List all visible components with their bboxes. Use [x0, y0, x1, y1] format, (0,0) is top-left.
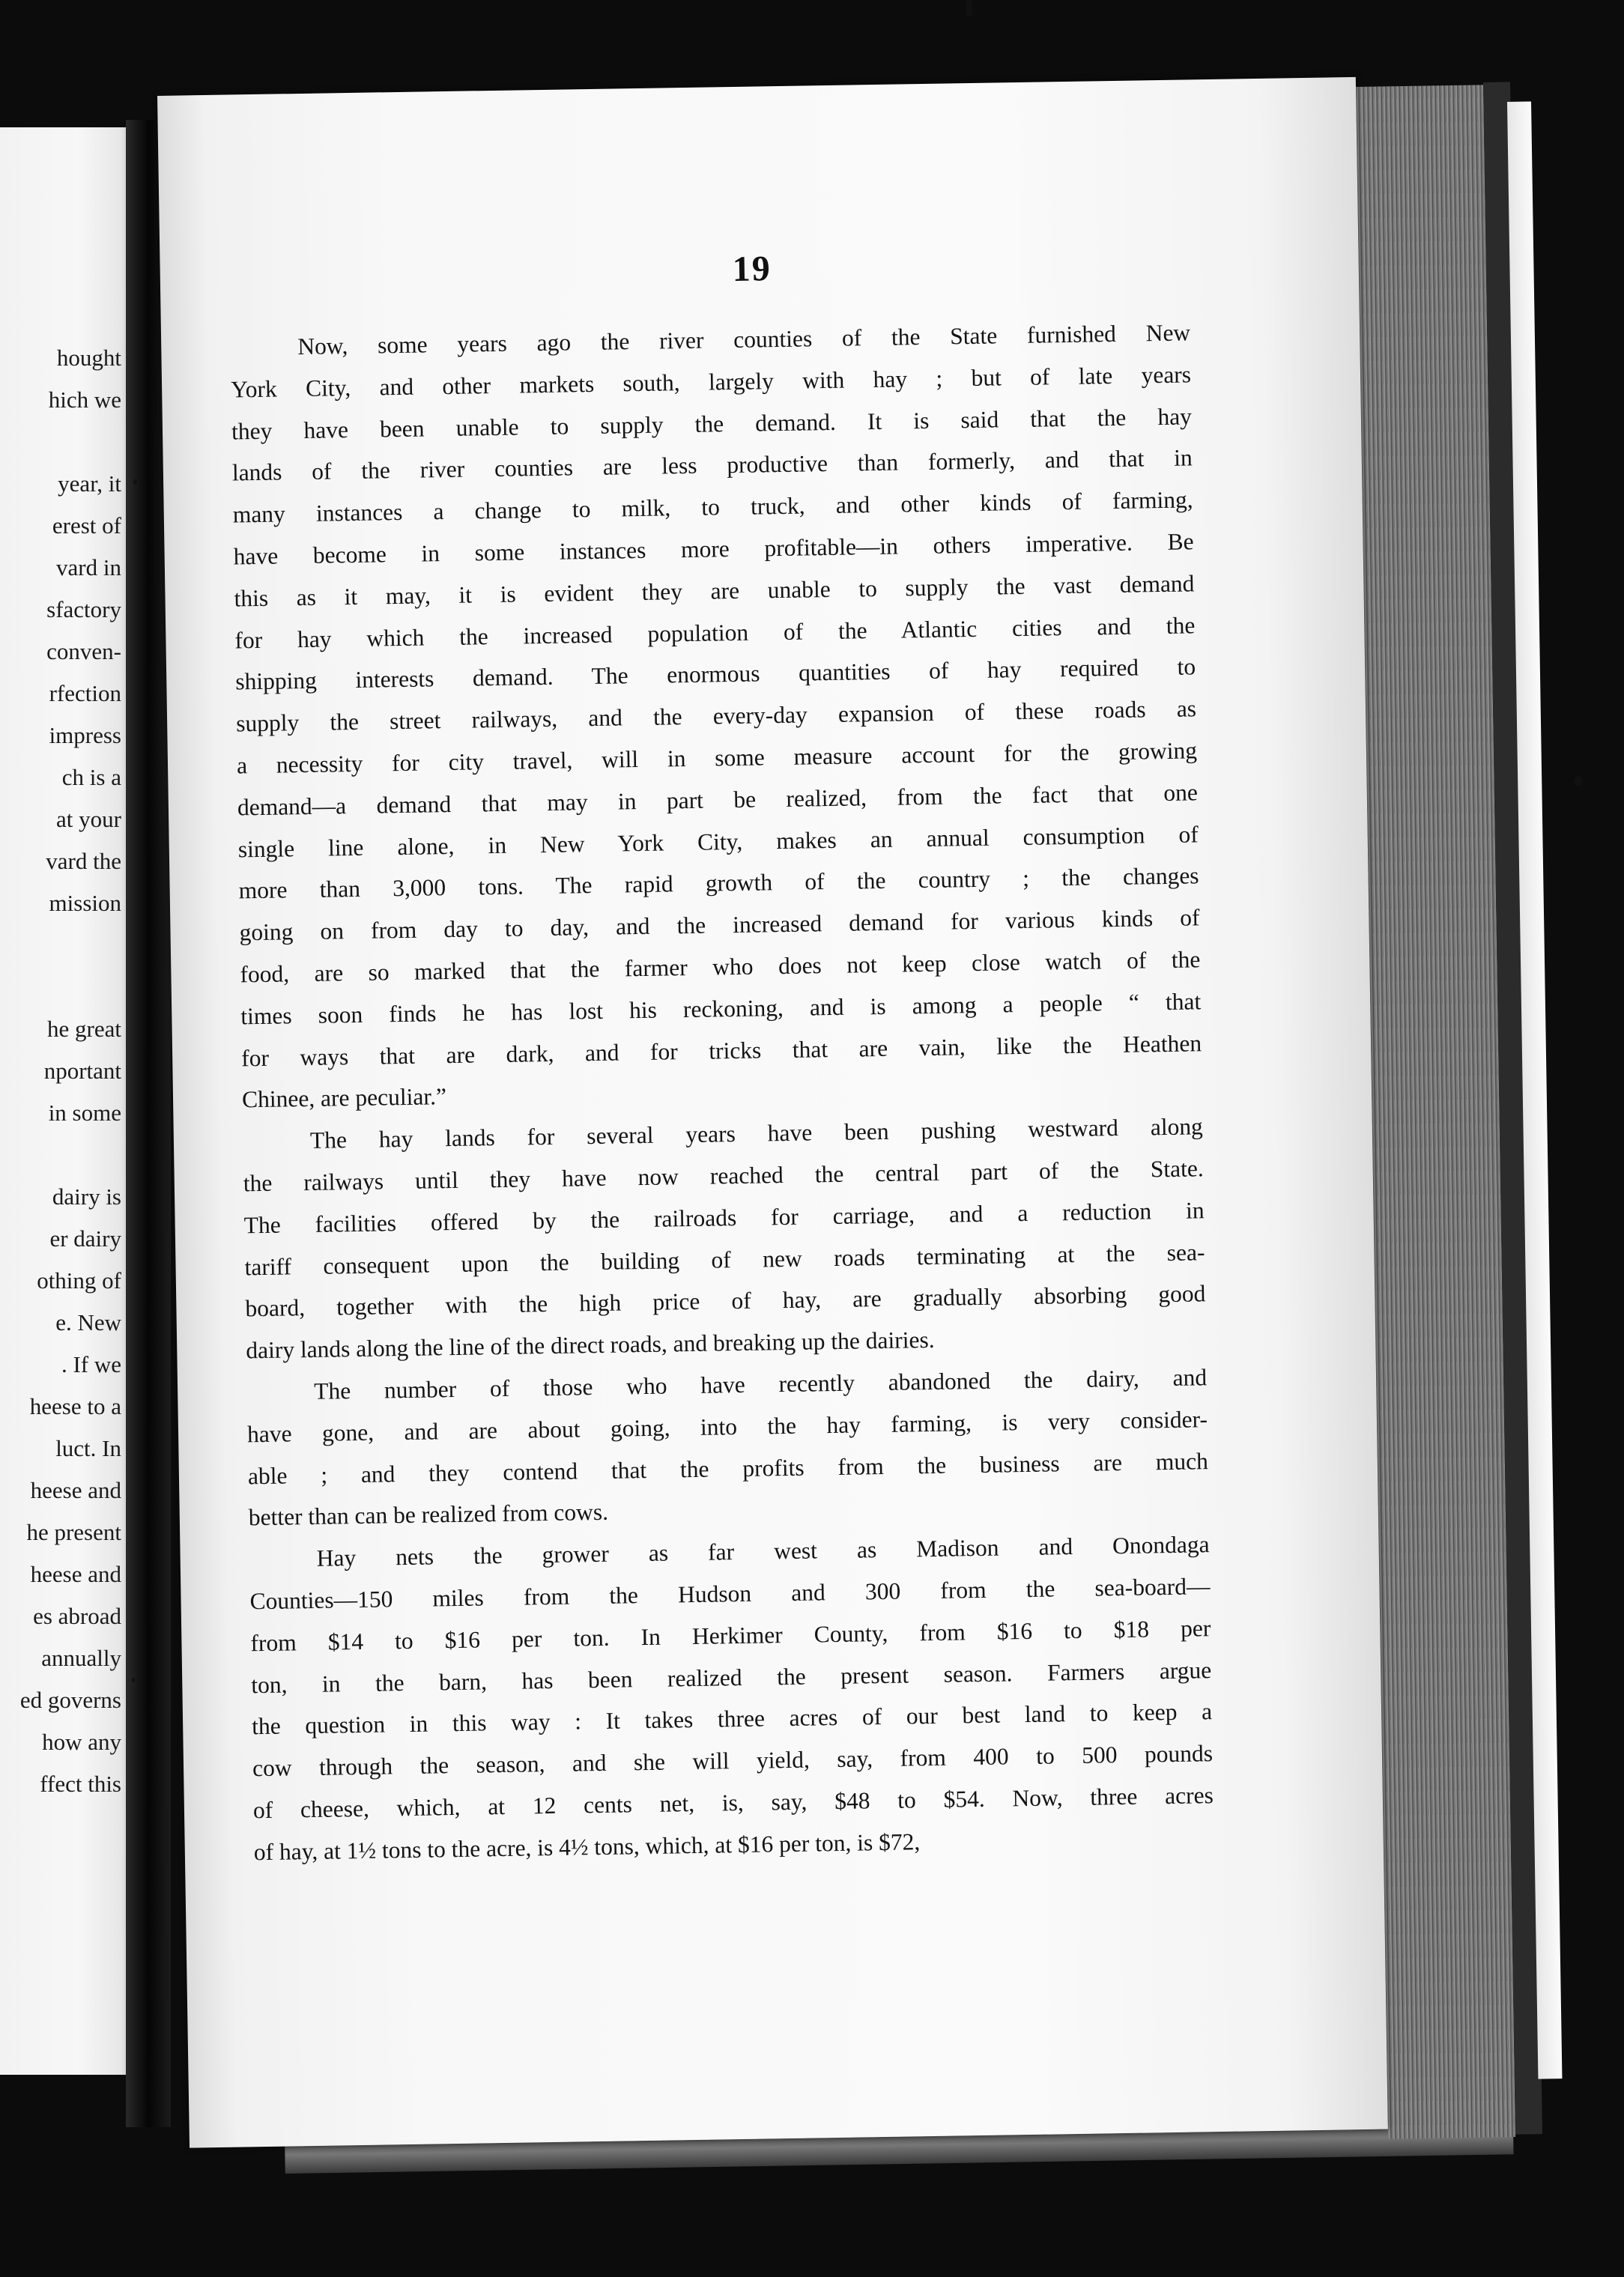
- text-line: cow through the season, and she will yield, say, from 400 to 500 pounds: [252, 1740, 1214, 1782]
- text-line: the railways until they have now reached the central part of the State.: [243, 1155, 1204, 1197]
- text-line: Hay nets the grower as far west as Madison and Onondaga: [316, 1531, 1210, 1572]
- paragraph: [249, 1523, 1214, 1873]
- left-page-fragment: sfactory: [46, 596, 121, 622]
- text-line: single line alone, in New York City, makes an annual consumption of: [237, 820, 1199, 862]
- left-page-fragment: hich we: [48, 386, 121, 413]
- scan-speck: [132, 1678, 135, 1682]
- text-line: ton, in the barn, has been realized the present season. Farmers argue: [251, 1656, 1212, 1698]
- left-page-fragment: er dairy: [49, 1225, 121, 1252]
- text-line: of hay, at 1½ tons to the acre, is 4½ tons, which, at $16 per ton, is $72,: [253, 1828, 921, 1865]
- left-page-fragment: erest of: [52, 512, 121, 539]
- text-line: many instances a change to milk, to truck, and other kinds of farming,: [232, 486, 1193, 528]
- text-line: shipping interests demand. The enormous quantities of hay required to: [235, 653, 1196, 695]
- left-page-fragment: dairy is: [52, 1183, 121, 1210]
- text-line: a necessity for city travel, will in some measure account for the growing: [236, 737, 1198, 779]
- text-line: have gone, and are about going, into the hay farming, is very consider-: [246, 1405, 1208, 1448]
- left-page-fragment: othing of: [37, 1267, 121, 1294]
- scan-speck: [966, 0, 972, 16]
- scan-speck: [1575, 776, 1582, 786]
- left-page-fragment: luct. In: [55, 1435, 121, 1461]
- text-line: for hay which the increased population of the Atlantic cities and the: [234, 611, 1196, 654]
- text-line: they have been unable to supply the demand. It is said that the hay: [231, 402, 1193, 445]
- text-line: the question in this way : It takes three acres of our best land to keep a: [251, 1698, 1213, 1740]
- text-line: times soon finds he has lost his reckoning, and is among a people “ that: [240, 988, 1202, 1030]
- left-page-fragment: ed governs: [19, 1687, 121, 1713]
- text-line: from $14 to $16 per ton. In Herkimer County, from $16 to $18 per: [250, 1614, 1211, 1657]
- text-line: The number of those who have recently abandoned the dairy, and: [313, 1364, 1208, 1404]
- left-page-fragment: es abroad: [33, 1603, 121, 1629]
- text-line: more than 3,000 tons. The rapid growth of the country ; the changes: [238, 862, 1199, 904]
- text-line: board, together with the high price of hay, are gradually absorbing good: [245, 1280, 1206, 1322]
- left-page-fragment: at your: [56, 806, 121, 832]
- text-line: lands of the river counties are less productive than formerly, and that in: [231, 444, 1193, 486]
- left-page-fragment: how any: [42, 1729, 121, 1755]
- left-page-text-fragments: [0, 337, 121, 1805]
- text-line: better than can be realized from cows.: [248, 1499, 609, 1531]
- left-page-fragment: [0, 421, 121, 463]
- left-page-fragment: annually: [41, 1645, 121, 1671]
- left-page-fragment: mission: [49, 890, 121, 916]
- left-facing-page: [0, 127, 132, 2075]
- left-page-fragment: ch is a: [61, 764, 121, 790]
- text-line: for ways that are dark, and for tricks that are vain, like the Heathen: [240, 1029, 1202, 1071]
- left-page-fragment: conven-: [46, 638, 121, 664]
- text-line: food, are so marked that the farmer who does not keep close watch of the: [240, 946, 1201, 988]
- text-line: Now, some years ago the river counties of the State furnished New: [297, 319, 1191, 360]
- text-line: able ; and they contend that the profits from the business are much: [247, 1447, 1209, 1489]
- left-page-fragment: e. New: [55, 1309, 121, 1335]
- left-page-fragment: [0, 966, 121, 1008]
- left-page-fragment: rfection: [49, 680, 121, 706]
- left-page-fragment: year, it: [58, 470, 121, 497]
- text-line: York City, and other markets south, largely with hay ; but of late years: [230, 361, 1192, 403]
- left-page-fragment: heese and: [30, 1477, 121, 1503]
- paragraph: [243, 1106, 1207, 1371]
- left-page-fragment: he great: [47, 1016, 121, 1042]
- left-page-fragment: heese to a: [29, 1393, 121, 1419]
- text-line: this as it may, it is evident they are unable to supply the vast demand: [234, 570, 1195, 612]
- left-page-fragment: vard in: [56, 554, 121, 580]
- left-page-fragment: in some: [48, 1100, 121, 1126]
- text-line: demand—a demand that may in part be realized, from the fact that one: [237, 779, 1199, 821]
- text-line: Counties—150 miles from the Hudson and 300 from the sea-board—: [249, 1573, 1211, 1615]
- text-line: supply the street railways, and the every-day expansion of these roads as: [235, 695, 1197, 737]
- paragraph: [246, 1356, 1209, 1538]
- left-page-fragment: . If we: [61, 1351, 121, 1377]
- scan-speck: [133, 479, 137, 485]
- text-line: The facilities offered by the railroads for carriage, and a reduction in: [243, 1196, 1205, 1239]
- text-line: going on from day to day, and the increased demand for various kinds of: [239, 904, 1200, 946]
- left-page-fragment: nportant: [43, 1058, 121, 1084]
- left-page-fragment: he present: [26, 1519, 121, 1545]
- left-page-fragment: [0, 924, 121, 966]
- left-page-fragment: impress: [49, 722, 121, 748]
- text-line: tariff consequent upon the building of new roads terminating at the sea-: [244, 1238, 1205, 1280]
- left-page-fragment: ffect this: [40, 1771, 121, 1797]
- text-line: have become in some instances more profitable—in others imperative. Be: [233, 528, 1194, 570]
- left-page-fragment: heese and: [30, 1561, 121, 1587]
- page-number: 19: [732, 249, 772, 289]
- page-body-text: [230, 312, 1214, 1873]
- text-line: Chinee, are peculiar.”: [241, 1083, 447, 1113]
- text-line: of cheese, which, at 12 cents net, is, say, $48 to $54. Now, three acres: [252, 1782, 1214, 1824]
- main-page: [157, 77, 1388, 2148]
- left-page-fragment: hought: [56, 345, 121, 371]
- left-page-fragment: [0, 1134, 121, 1176]
- text-line: The hay lands for several years have been pushing westward along: [309, 1113, 1204, 1154]
- text-line: dairy lands along the line of the direct roads, and breaking up the dairies.: [246, 1327, 935, 1364]
- left-page-fragment: vard the: [46, 848, 121, 874]
- paragraph: [230, 312, 1202, 1121]
